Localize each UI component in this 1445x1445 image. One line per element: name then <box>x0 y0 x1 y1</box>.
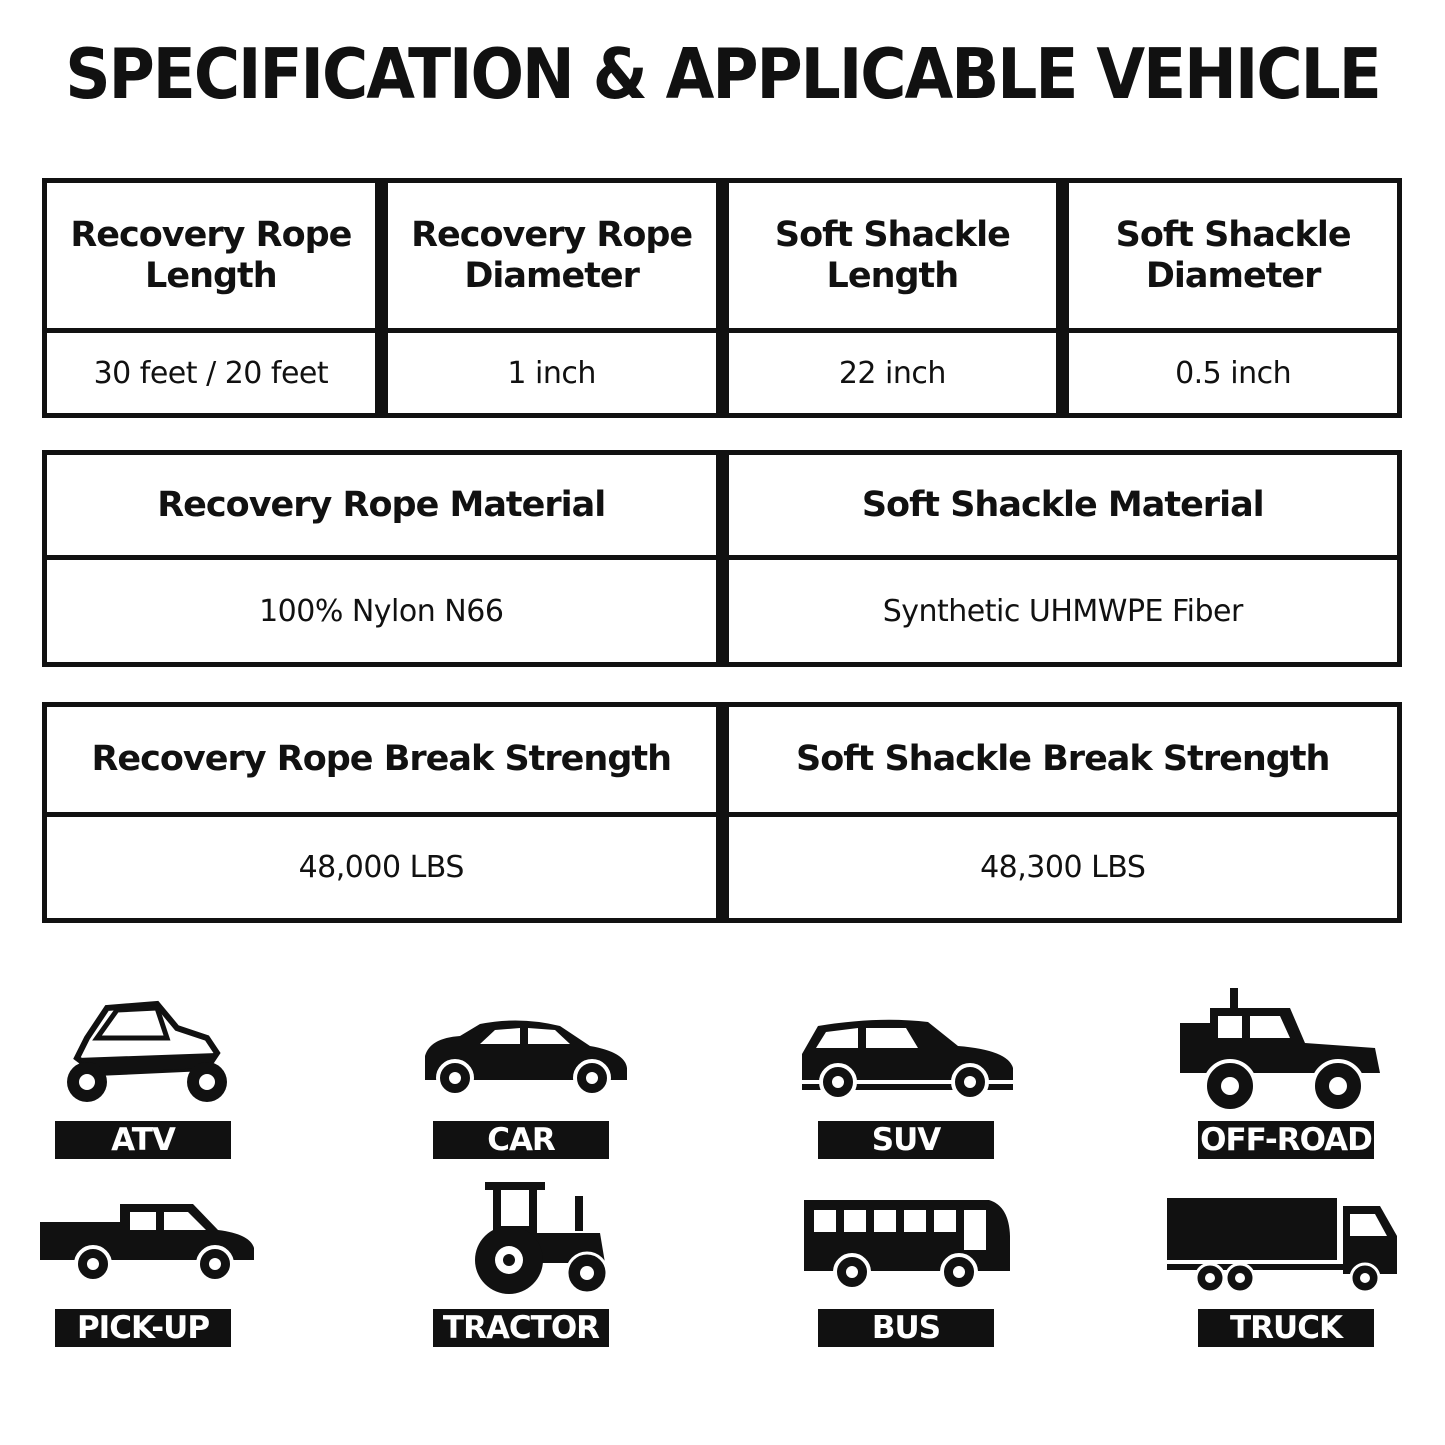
value-shackle-material: Synthetic UHMWPE Fiber <box>729 560 1398 662</box>
header-rope-strength: Recovery Rope Break Strength <box>47 707 716 812</box>
header-shackle-material: Soft Shackle Material <box>729 455 1398 555</box>
page-title: SPECIFICATION & APPLICABLE VEHICLE <box>65 34 1380 115</box>
vehicle-label-atv: ATV <box>55 1121 231 1159</box>
header-shackle-diameter: Soft Shackle Diameter <box>1069 183 1397 328</box>
header-rope-diameter: Recovery Rope Diameter <box>388 183 716 328</box>
vehicle-label-pickup: PICK-UP <box>55 1309 231 1347</box>
truck-icon <box>1165 1196 1345 1296</box>
value-rope-material: 100% Nylon N66 <box>47 560 716 662</box>
vehicle-label-truck: TRUCK <box>1198 1309 1374 1347</box>
value-shackle-length: 22 inch <box>729 333 1057 413</box>
spec-table-strength <box>42 702 1402 923</box>
spec-table-material <box>42 450 1402 667</box>
vehicle-label-bus: BUS <box>818 1309 994 1347</box>
value-rope-strength: 48,000 LBS <box>47 817 716 918</box>
atv-icon <box>55 998 235 1106</box>
car-icon <box>420 1018 600 1096</box>
vehicle-label-car: CAR <box>433 1121 609 1159</box>
header-shackle-length: Soft Shackle Length <box>729 183 1057 328</box>
vehicle-label-offroad: OFF-ROAD <box>1198 1121 1374 1159</box>
vehicle-label-suv: SUV <box>818 1121 994 1159</box>
pickup-icon <box>38 1200 218 1285</box>
offroad-icon <box>1180 988 1360 1113</box>
value-shackle-strength: 48,300 LBS <box>729 817 1398 918</box>
header-rope-length: Recovery Rope Length <box>47 183 375 328</box>
spec-table-dimensions <box>42 178 1402 418</box>
tractor-icon <box>450 1178 630 1298</box>
bus-icon <box>804 1196 984 1291</box>
suv-icon <box>798 1018 978 1102</box>
value-shackle-diameter: 0.5 inch <box>1069 333 1397 413</box>
value-rope-length: 30 feet / 20 feet <box>47 333 375 413</box>
header-shackle-strength: Soft Shackle Break Strength <box>729 707 1398 812</box>
header-rope-material: Recovery Rope Material <box>47 455 716 555</box>
vehicle-label-tractor: TRACTOR <box>433 1309 609 1347</box>
value-rope-diameter: 1 inch <box>388 333 716 413</box>
